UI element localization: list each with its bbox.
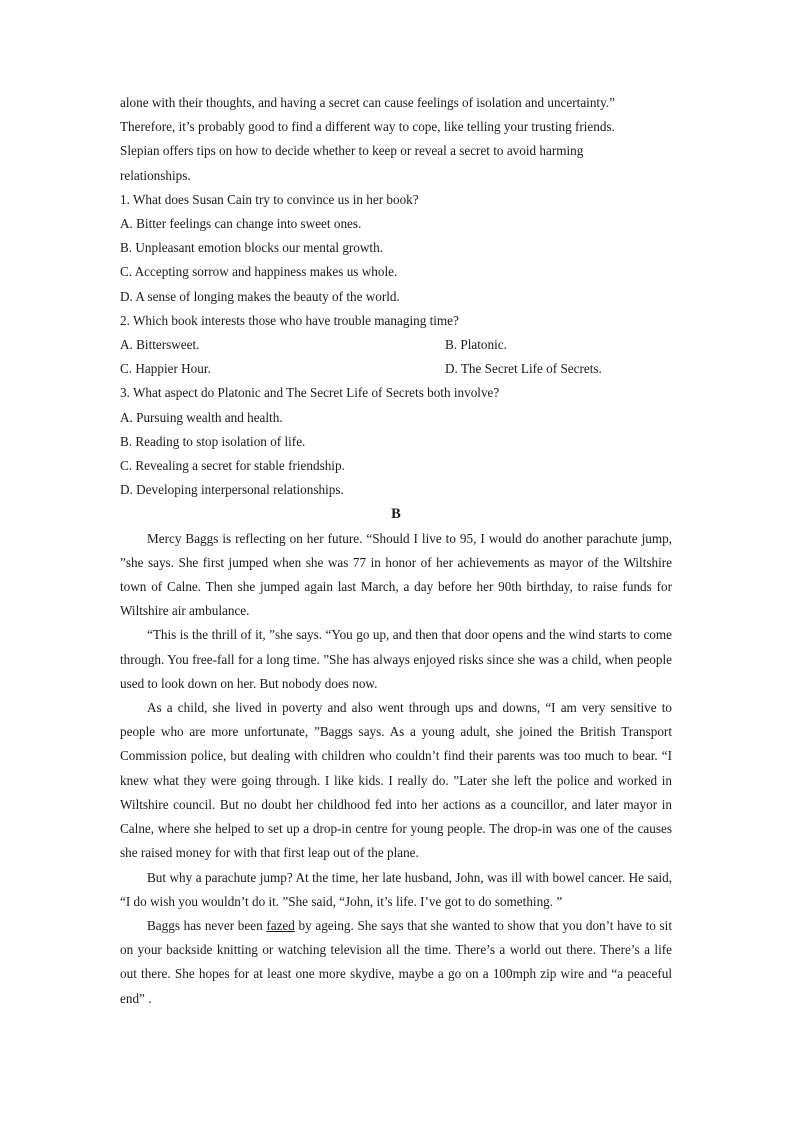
paragraph-5 — [120, 914, 672, 1011]
text-line: Slepian offers tips on how to decide whether to keep or reveal a secret to avoid harming — [120, 143, 584, 159]
text-line: alone with their thoughts, and having a secret can cause feelings of isolation and uncertainty.” — [120, 95, 615, 110]
option-b: B. Reading to stop isolation of life. — [120, 433, 306, 449]
question-stem: 1. What does Susan Cain try to convince us in her book? — [120, 191, 419, 207]
question-2 — [120, 309, 672, 382]
paragraph-5-rest: by ageing. She says that she wanted to show that you don’t have to sit on your backside knitting or watching television all the time. There’s a world out there. There’s a life out there. She hopes for at least one more skydive, maybe a go on a 100mph zip wire and “a peaceful end” . — [120, 917, 673, 1006]
paragraph-1: Mercy Baggs is reflecting on her future. “Should I live to 95, I would do another parachute jump, ”she says. She first jumped when she was 77 in honor of her achievements as mayor of the Wiltshire town of Calne. Then she jumped again last March, a day before her 90th birthday, to raise funds for Wiltshire air ambulance. — [120, 530, 672, 619]
option-d: D. The Secret Life of Secrets. — [445, 361, 602, 377]
text-line: Therefore, it’s probably good to find a different way to cope, like telling your trusting friends. — [120, 119, 615, 135]
option-b: B. Platonic. — [445, 337, 507, 353]
paragraph-2: “This is the thrill of it, ”she says. “You go up, and then that door opens and the wind starts to come through. You free-fall for a long time. ”She has always enjoyed risks since she was a child, when people used to look down on her. But nobody does now. — [120, 627, 672, 691]
option-d: D. Developing interpersonal relationships. — [120, 482, 344, 498]
underlined-word-fazed: fazed — [266, 917, 295, 933]
option-row — [120, 333, 672, 357]
option-b: B. Unpleasant emotion blocks our mental growth. — [120, 240, 383, 256]
question-stem: 3. What aspect do Platonic and The Secret Life of Secrets both involve? — [120, 385, 500, 401]
option-c: C. Revealing a secret for stable friendship. — [120, 458, 345, 474]
section-heading: B — [391, 506, 401, 523]
option-a: A. Pursuing wealth and health. — [120, 409, 283, 425]
option-d: D. A sense of longing makes the beauty of the world. — [120, 288, 400, 304]
option-c: C. Happier Hour. — [120, 361, 211, 377]
question-stem: 2. Which book interests those who have trouble managing time? — [120, 312, 459, 328]
question-3 — [120, 381, 672, 502]
text-line: relationships. — [120, 167, 191, 183]
paragraph-4: But why a parachute jump? At the time, her late husband, John, was ill with bowel cancer. He said, “I do wish you wouldn’t do it. ”She said, “John, it’s life. I’ve got to do something. ” — [120, 869, 672, 909]
document-page — [120, 91, 672, 1011]
paragraph-3: As a child, she lived in poverty and also went through ups and downs, “I am very sensitive to people who are more unfortunate, ”Baggs says. As a young adult, she joined the British Transport Commission police, but dealing with children who couldn’t find their parents was too much to bear. “I knew what they were going through. I like kids. I really do. ”Later she left the police and worked in Wiltshire council. But no doubt her childhood fed into her actions as a councillor, and later mayor in Calne, where she helped to set up a drop-in centre for young people. The drop-in was one of the causes she raised money for with that first leap out of the plane. — [120, 700, 672, 861]
option-a: A. Bitter feelings can change into sweet ones. — [120, 216, 362, 232]
option-c: C. Accepting sorrow and happiness makes us whole. — [120, 264, 398, 280]
question-1 — [120, 188, 672, 309]
option-a: A. Bittersweet. — [120, 337, 200, 353]
paragraph-5-start: Baggs has never been — [147, 917, 267, 933]
option-row — [120, 357, 672, 381]
intro-paragraph — [120, 91, 672, 188]
